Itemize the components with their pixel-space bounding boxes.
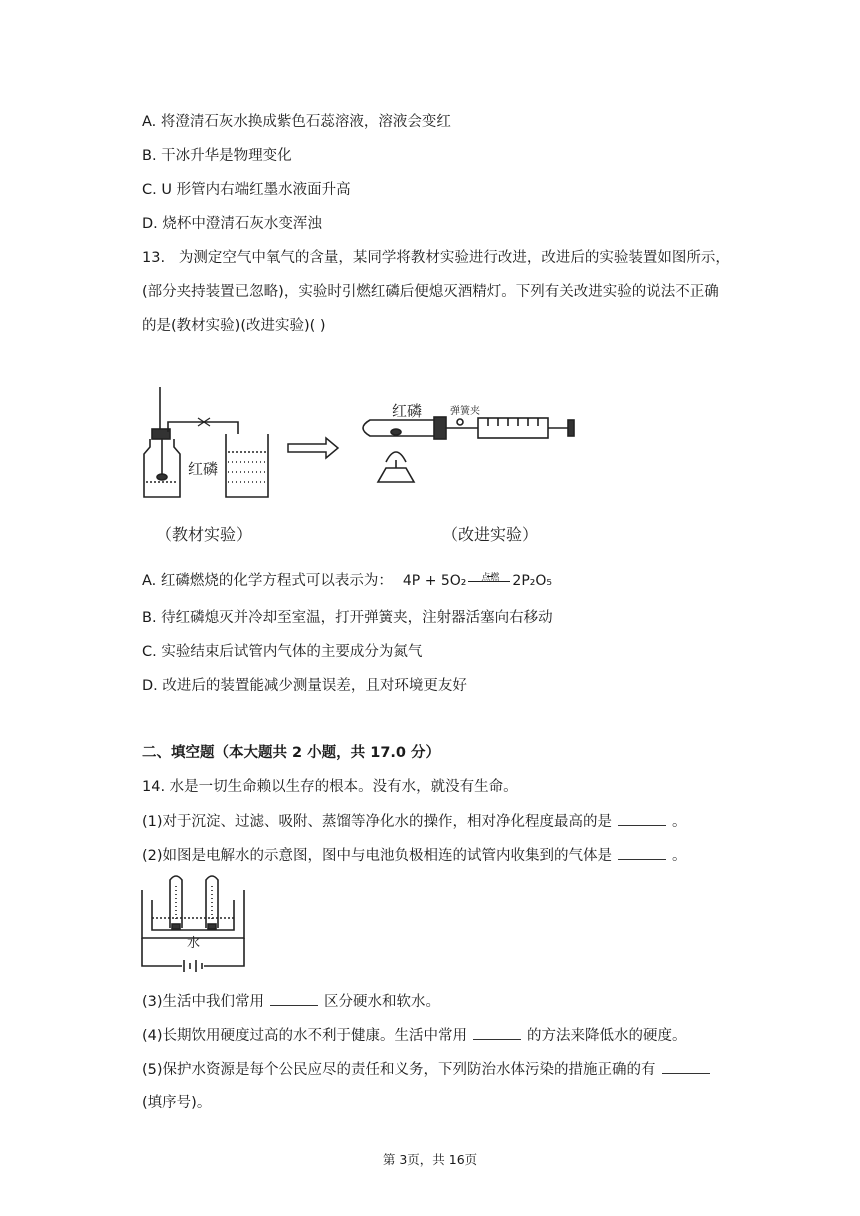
q13-stem-line3: 的是(教材实验)(改进实验)( )	[142, 318, 326, 334]
q13-option-c: C. 实验结束后试管内气体的主要成分为氮气	[142, 644, 423, 660]
q13-option-a	[142, 571, 552, 591]
q12-option-a: A. 将澄清石灰水换成紫色石蕊溶液，溶液会变红	[142, 114, 451, 130]
q12-option-b: B. 干冰升华是物理变化	[142, 148, 292, 164]
equation-products: 2P₂O₅	[512, 573, 553, 589]
answer-blank-4[interactable]	[473, 1025, 521, 1040]
q14-part4-end: 的方法来降低水的硬度。	[527, 1028, 687, 1044]
q12-option-d: D. 烧杯中澄清石灰水变浑浊	[142, 216, 322, 232]
equation-condition: 点燃	[481, 572, 500, 583]
q14-part4	[142, 1025, 687, 1046]
q13-option-d: D. 改进后的装置能减少测量误差，且对环境更友好	[142, 678, 467, 694]
q13-line1: 为测定空气中氧气的含量，某同学将教材实验进行改进，改进后的实验装置如图所示，	[178, 250, 730, 266]
q14-part5	[142, 1059, 716, 1080]
q14-part1-end: 。	[672, 814, 687, 830]
q12-option-c: C. U 形管内右端红墨水液面升高	[142, 182, 351, 198]
q14-part5-cont: (填序号)。	[142, 1095, 212, 1111]
textbook-setup	[144, 387, 268, 497]
page-footer: 第 3页，共 16页	[382, 1152, 478, 1167]
answer-blank-3[interactable]	[270, 991, 318, 1006]
q13-stem-line2: (部分夹持装置已忽略)，实验时引燃红磷后便熄灭酒精灯。下列有关改进实验的说法不正确	[142, 284, 719, 300]
electrolysis-figure	[138, 870, 250, 974]
q14-part2	[142, 845, 687, 866]
answer-blank-5[interactable]	[662, 1059, 710, 1074]
q14-stem: 14. 水是一切生命赖以生存的根本。没有水，就没有生命。	[142, 779, 518, 795]
section-title: 二、填空题（本大题共 2 小题，共 17.0 分）	[142, 745, 441, 761]
label-red-phosphorus-right: 红磷	[392, 402, 423, 420]
q14-part5-text: (5)保护水资源是每个公民应尽的责任和义务，下列防治水体污染的措施正确的有	[142, 1062, 656, 1078]
q13-number: 13.	[142, 250, 166, 266]
right-arrow-icon	[288, 438, 338, 458]
equation-condition-line	[468, 572, 510, 583]
caption-textbook: （教材实验）	[156, 525, 253, 544]
q14-part3	[142, 991, 440, 1012]
caption-improved: （改进实验）	[442, 525, 539, 544]
chemical-equation	[403, 571, 552, 591]
q14-part3-text: (3)生活中我们常用	[142, 994, 265, 1010]
improved-setup	[363, 417, 574, 482]
q13-stem-line1	[142, 248, 730, 268]
equation-reactants: 4P + 5O₂	[402, 573, 467, 589]
q14-part2-end: 。	[672, 848, 687, 864]
answer-blank-1[interactable]	[618, 811, 666, 826]
q14-part3-end: 区分硬水和软水。	[324, 994, 441, 1010]
q13-apparatus-figure	[138, 382, 588, 552]
answer-blank-2[interactable]	[618, 845, 666, 860]
label-spring-clip: 弹簧夹	[450, 406, 480, 417]
q13-option-a-text: A. 红磷燃烧的化学方程式可以表示为：	[142, 573, 393, 589]
q13-option-b: B. 待红磷熄灭并冷却至室温，打开弹簧夹，注射器活塞向右移动	[142, 610, 553, 626]
q14-part1-text: (1)对于沉淀、过滤、吸附、蒸馏等净化水的操作，相对净化程度最高的是	[142, 814, 613, 830]
q14-part1	[142, 811, 687, 832]
label-red-phosphorus-left: 红磷	[188, 460, 219, 478]
label-water: 水	[187, 936, 201, 951]
q14-part2-text: (2)如图是电解水的示意图，图中与电池负极相连的试管内收集到的气体是	[142, 848, 613, 864]
q14-part4-text: (4)长期饮用硬度过高的水不利于健康。生活中常用	[142, 1028, 468, 1044]
